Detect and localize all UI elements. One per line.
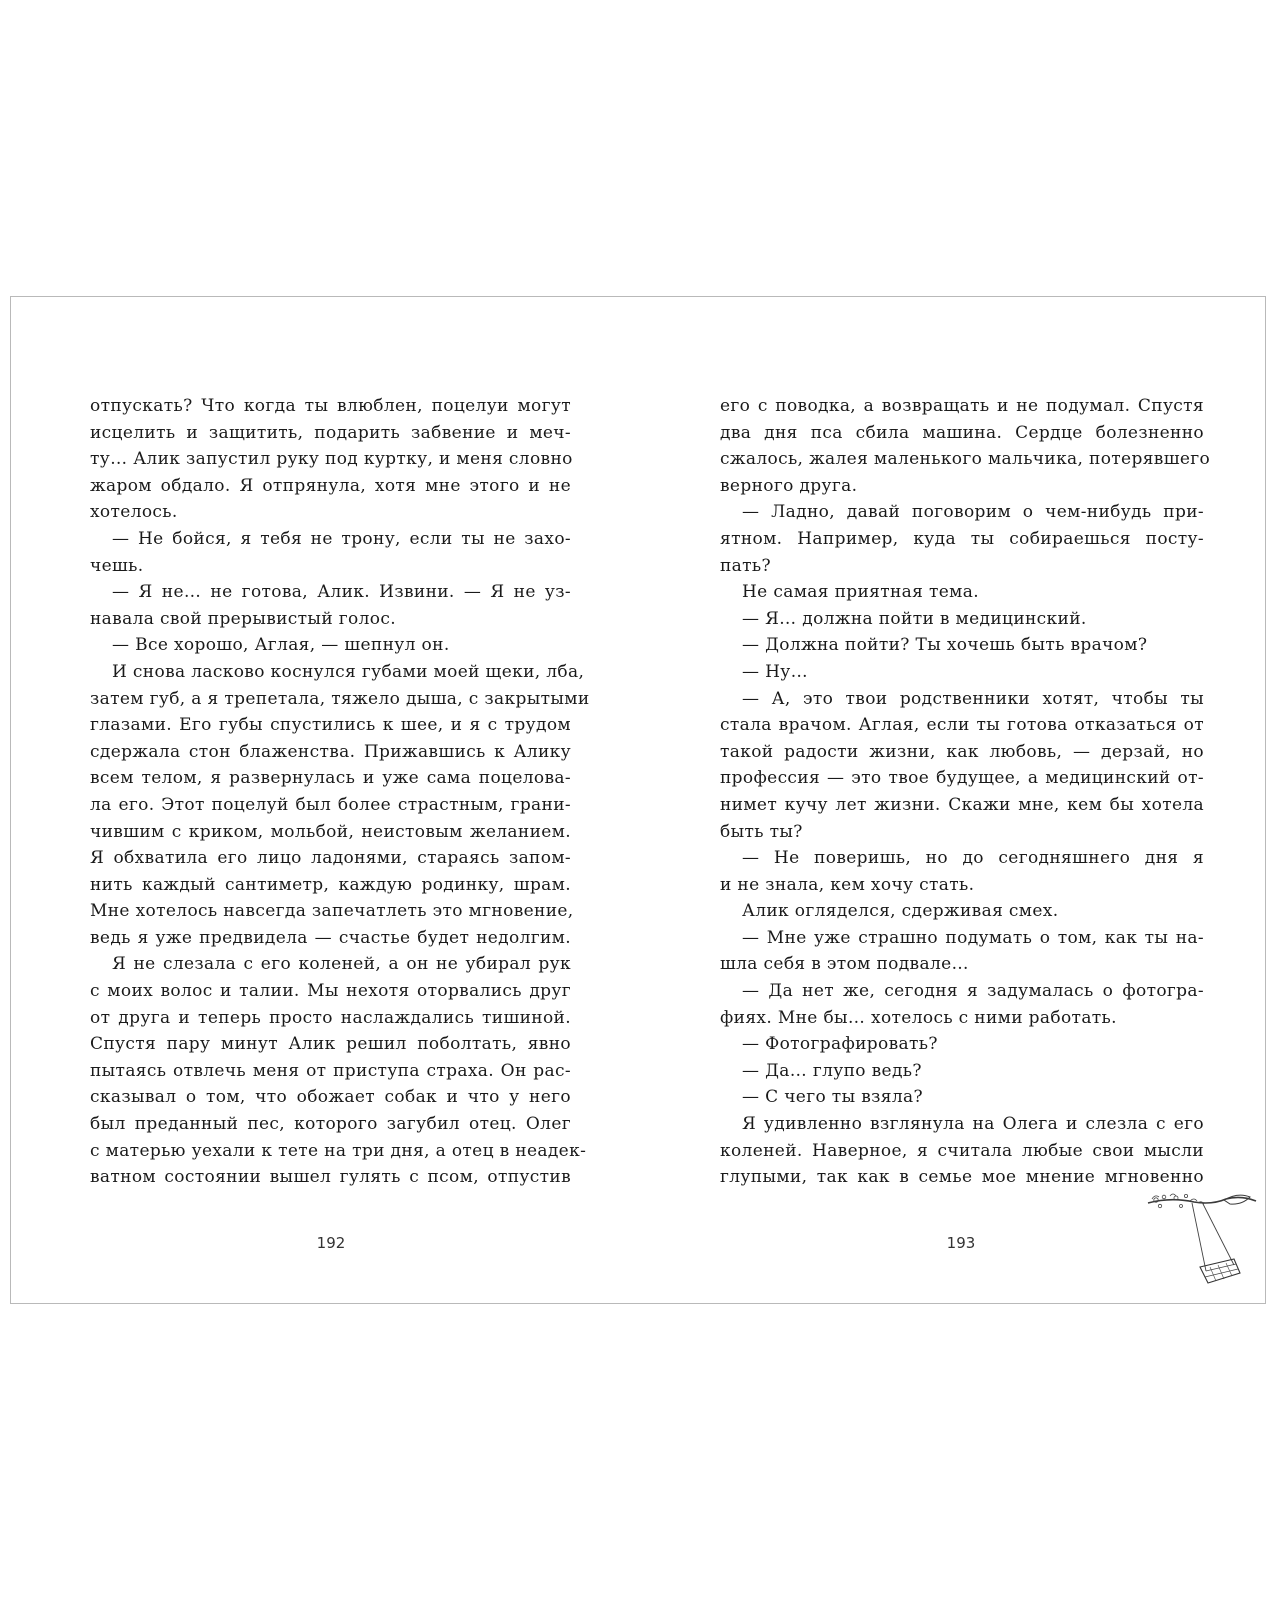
text-line: — Не бойся, я тебя не трону, если ты не захо- <box>112 528 571 549</box>
text-line: такой радости жизни, как любовь, — дерзай, но <box>720 741 1204 762</box>
text-line: ятном. Например, куда ты собираешься посту- <box>720 528 1204 549</box>
text-line: отпускать? Что когда ты влюблен, поцелуи могут <box>90 396 571 416</box>
text-line: чившим с криком, мольбой, неистовым желанием. <box>90 821 571 842</box>
text-line: глупыми, так как в семье мое мнение мгновенно <box>720 1167 1204 1188</box>
text-line: Мне хотелось навсегда запечатлеть это мгновение, <box>90 901 574 922</box>
text-line: сжалось, жалея маленького мальчика, потерявшего <box>720 449 1211 470</box>
swing-on-branch-icon <box>1146 1193 1266 1288</box>
text-line: профессия — это твое будущее, а медицинский от- <box>720 768 1204 789</box>
text-line: был преданный пес, которого загубил отец. Олег <box>90 1114 571 1135</box>
text-line: ла его. Этот поцелуй был более страстным, грани- <box>90 794 571 815</box>
text-line: — Должна пойти? Ты хочешь быть врачом? <box>742 635 1148 656</box>
text-line: шла себя в этом подвале… <box>720 954 969 975</box>
text-line: — Я… должна пойти в медицинский. <box>742 608 1087 629</box>
text-line: И снова ласково коснулся губами моей щеки, лба, <box>112 661 585 682</box>
text-line: фиях. Мне бы… хотелось с ними работать. <box>720 1007 1117 1028</box>
text-line: хотелось. <box>90 502 178 523</box>
text-line: пытаясь отвлечь меня от приступа страха. Он рас- <box>90 1060 571 1081</box>
text-line: его с поводка, а возвращать и не подумал. Спустя <box>720 396 1204 416</box>
text-line: — Не поверишь, но до сегодняшнего дня я <box>742 848 1204 869</box>
text-line: — Да нет же, сегодня я задумалась о фотогра- <box>742 981 1204 1002</box>
book-spread <box>10 296 1266 1304</box>
text-line: нить каждый сантиметр, каждую родинку, шрам. <box>90 874 571 895</box>
text-line: Алик огляделся, сдерживая смех. <box>742 901 1059 922</box>
text-line: — С чего ты взяла? <box>742 1087 923 1108</box>
text-line: глазами. Его губы спустились к шее, и я с трудом <box>90 715 571 736</box>
text-line: — Мне уже страшно подумать о том, как ты на- <box>742 927 1204 948</box>
text-line: Я удивленно взглянула на Олега и слезла с его <box>742 1114 1204 1135</box>
text-line: Я обхватила его лицо ладонями, стараясь запом- <box>90 848 571 869</box>
text-line: пать? <box>720 555 771 576</box>
text-line: ведь я уже предвидела — счастье будет недолгим. <box>90 927 571 948</box>
text-line: с моих волос и талии. Мы нехотя оторвались друг <box>90 981 571 1002</box>
text-line: сдержала стон блаженства. Прижавшись к Алику <box>90 741 571 762</box>
text-line: всем телом, я развернулась и уже сама поцелова- <box>90 768 571 789</box>
text-line: нимет кучу лет жизни. Скажи мне, кем бы хотела <box>720 794 1204 815</box>
text-line: навала свой прерывистый голос. <box>90 608 396 629</box>
text-line: — Все хорошо, Аглая, — шепнул он. <box>112 635 450 656</box>
text-line: — Фотографировать? <box>742 1034 938 1055</box>
text-line: верного друга. <box>720 475 858 496</box>
text-line: затем губ, а я трепетала, тяжело дыша, с закрытыми <box>90 688 590 709</box>
text-line: ту… Алик запустил руку под куртку, и меня словно <box>90 449 573 470</box>
text-line: — Ну… <box>742 661 808 682</box>
left-page-text <box>90 393 590 1191</box>
text-line: жаром обдало. Я отпрянула, хотя мне этого и не <box>90 475 571 496</box>
text-line: стала врачом. Аглая, если ты готова отказаться от <box>720 715 1204 736</box>
text-line: — А, это твои родственники хотят, чтобы ты <box>742 688 1204 709</box>
text-line: исцелить и защитить, подарить забвение и меч- <box>90 422 571 443</box>
text-line: с матерью уехали к тете на три дня, а отец в неадек- <box>90 1140 587 1161</box>
text-line: — Да… глупо ведь? <box>742 1060 922 1081</box>
text-line: ватном состоянии вышел гулять с псом, отпустив <box>90 1167 571 1188</box>
text-line: и не знала, кем хочу стать. <box>720 874 975 895</box>
text-line: коленей. Наверное, я считала любые свои мысли <box>720 1140 1204 1161</box>
page-number-right: 193 <box>946 1234 976 1252</box>
text-line: — Ладно, давай поговорим о чем-нибудь при- <box>742 502 1204 523</box>
text-line: чешь. <box>90 555 144 576</box>
text-line: быть ты? <box>720 821 803 842</box>
text-line: — Я не… не готова, Алик. Извини. — Я не уз- <box>112 582 571 603</box>
right-page-text <box>720 393 1211 1191</box>
text-line: Спустя пару минут Алик решил поболтать, явно <box>90 1034 571 1055</box>
text-line: Не самая приятная тема. <box>742 582 979 603</box>
text-line: сказывал о том, что обожает собак и что у него <box>90 1087 571 1108</box>
text-line: Я не слезала с его коленей, а он не убирал рук <box>112 954 571 975</box>
text-line: два дня пса сбила машина. Сердце болезненно <box>720 422 1204 443</box>
text-line: от друга и теперь просто наслаждались тишиной. <box>90 1007 571 1028</box>
page-number-left: 192 <box>316 1234 346 1252</box>
